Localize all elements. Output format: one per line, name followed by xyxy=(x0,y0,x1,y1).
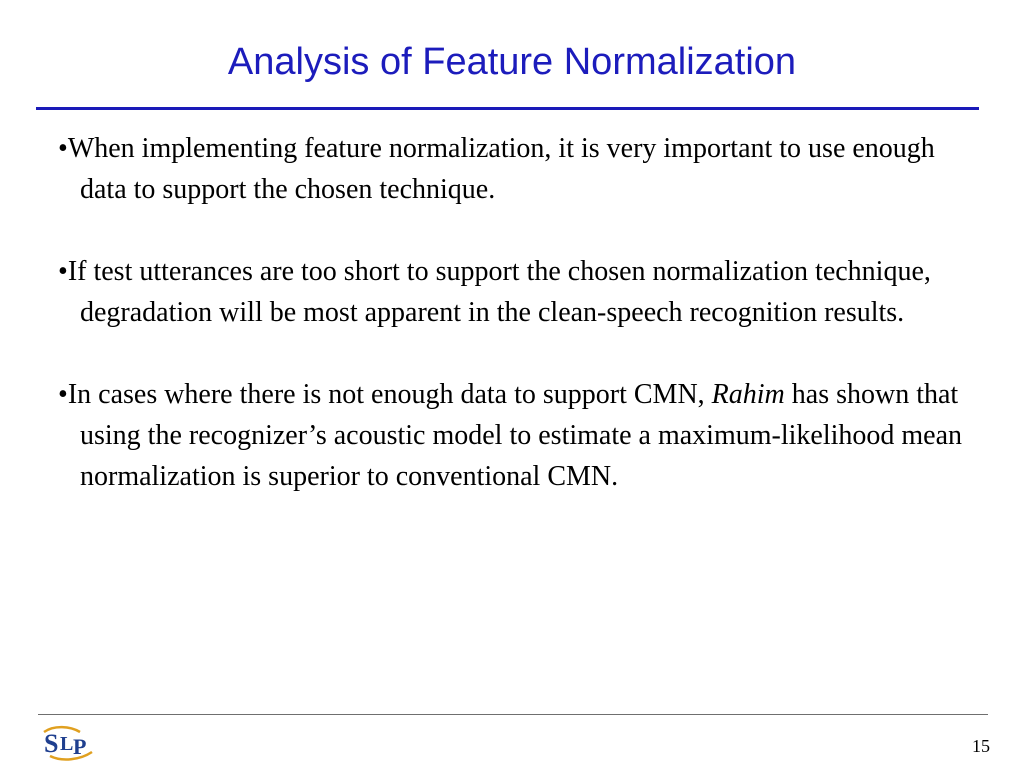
bullet-text-before: In cases where there is not enough data to support CMN, xyxy=(67,379,712,410)
footer-divider xyxy=(38,714,988,715)
bullet-text: If test utterances are too short to support the chosen normalization technique, degradation will be most apparent in the clean-speech recognition results. xyxy=(67,256,931,328)
title-divider xyxy=(36,107,979,110)
bullet-list xyxy=(58,128,978,497)
page-number: 15 xyxy=(972,736,990,756)
bullet-mark: • xyxy=(58,379,68,410)
bullet-item xyxy=(58,128,978,210)
bullet-text-after: has shown that using the recognizer’s acoustic model to estimate a maximum-likelihood mean normalization is superior to conventional CMN. xyxy=(80,379,963,492)
bullet-item xyxy=(58,251,978,333)
svg-text:S: S xyxy=(44,729,59,758)
svg-text:P: P xyxy=(73,734,87,759)
bullet-emphasis-rahim: Rahim xyxy=(711,379,785,410)
bullet-item xyxy=(58,374,978,497)
bullet-mark: • xyxy=(58,256,68,287)
bullet-mark: • xyxy=(58,133,68,164)
bullet-text: When implementing feature normalization, it is very important to use enough data to support the chosen technique. xyxy=(67,133,935,205)
slide-title: Analysis of Feature Normalization xyxy=(227,41,797,83)
svg-text:L: L xyxy=(60,733,74,755)
slp-logo xyxy=(40,722,96,762)
